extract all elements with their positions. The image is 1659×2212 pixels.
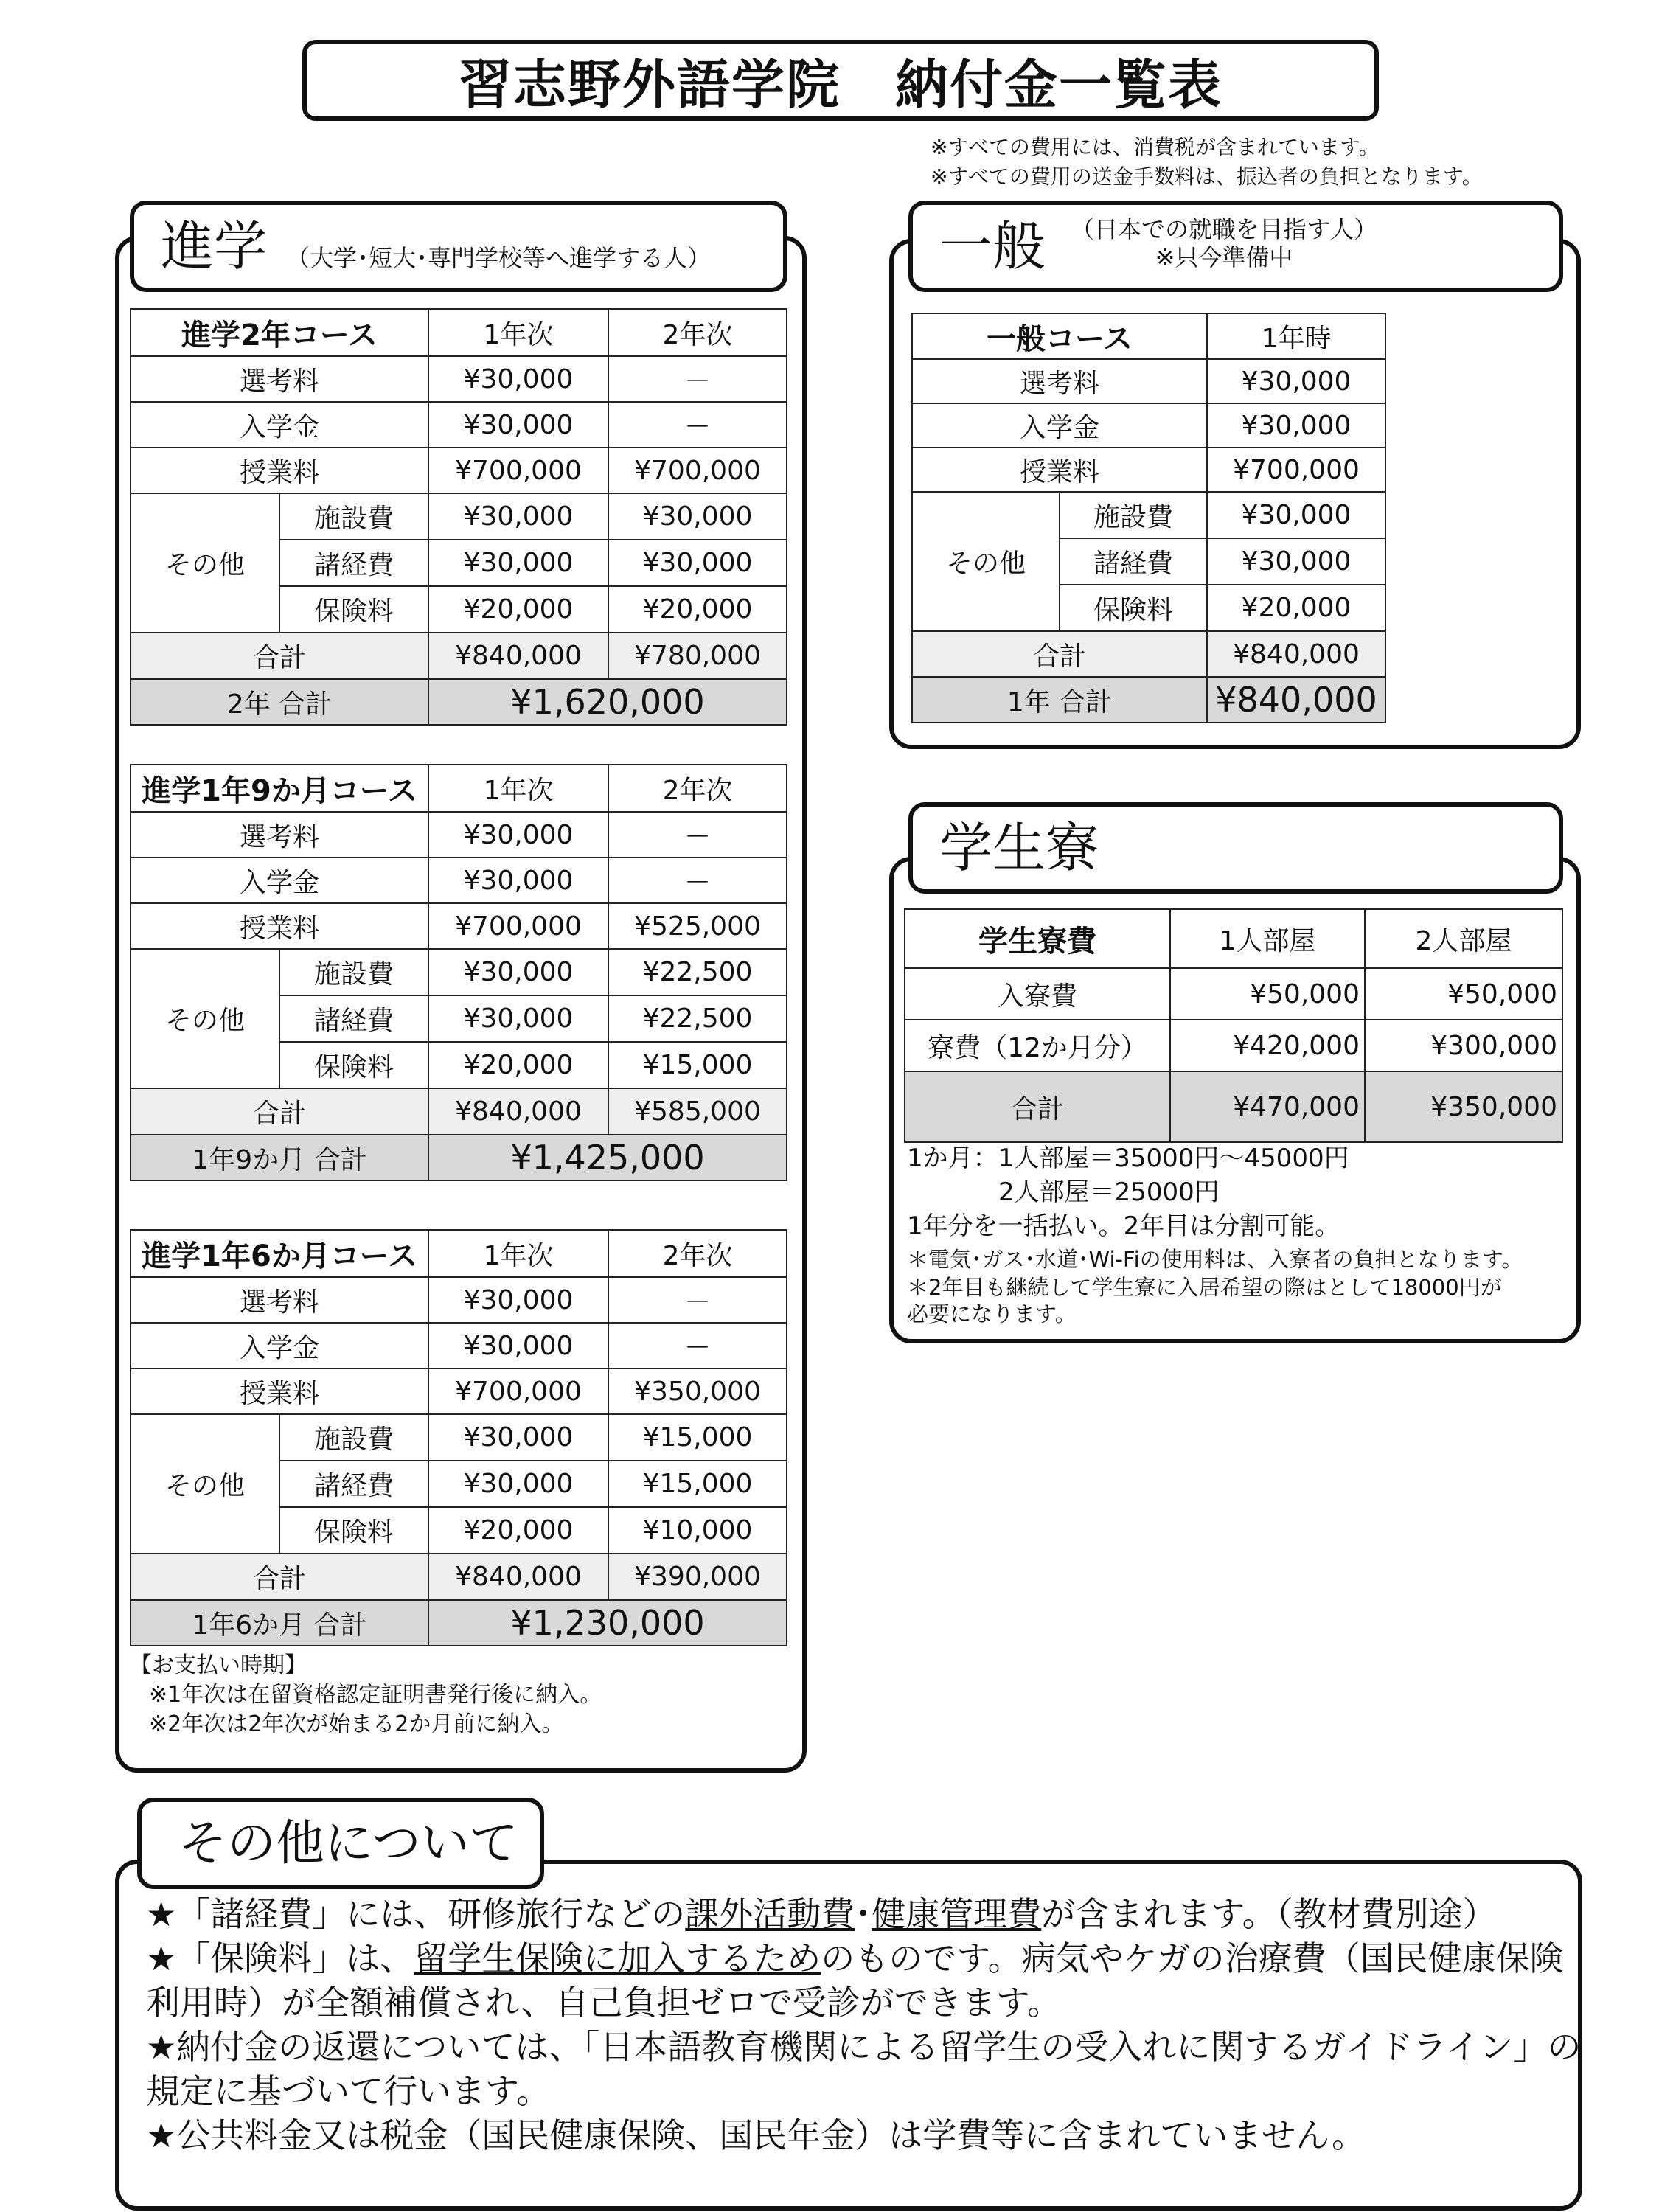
table-row	[131, 949, 787, 995]
total-label: 1年6か月 合計	[131, 1600, 428, 1646]
fee-single: ¥50,000	[1170, 968, 1365, 1020]
fee-label: 授業料	[131, 903, 428, 949]
fee-label: 選考料	[912, 359, 1207, 403]
fee-label: 諸経費	[279, 995, 428, 1042]
table-row	[131, 858, 787, 903]
table-row	[131, 1414, 787, 1461]
shingaku-tab-subtitle: （大学･短大･専門学校等へ進学する人）	[286, 243, 712, 272]
table-header-row	[905, 909, 1562, 968]
fee-year1: ¥30,000	[428, 995, 608, 1042]
fee-year2: ¥700,000	[608, 448, 787, 493]
note-transfer-fee: ※すべての費用の送金手数料は、振込者の負担となります。	[931, 164, 1483, 189]
dorm-header: 学生寮費	[905, 909, 1170, 968]
subtotal-row	[912, 631, 1385, 677]
fee-year1: ¥20,000	[1207, 585, 1385, 631]
other-note-line	[146, 1980, 1582, 2025]
fee-year1: ¥700,000	[428, 903, 608, 949]
other-fees-label: その他	[131, 1414, 279, 1554]
table-row	[905, 1020, 1562, 1071]
total-row	[131, 679, 787, 725]
course-table-2yr	[130, 308, 787, 726]
fee-double: ¥50,000	[1365, 968, 1562, 1020]
table-row	[131, 493, 787, 540]
other-fees-label: その他	[131, 493, 279, 633]
fee-year2: ¥15,000	[608, 1042, 787, 1088]
note-text: 利用時）が全額補償され、自己負担ゼロで受診ができます。	[146, 1983, 1062, 2023]
total-row	[131, 1135, 787, 1180]
fee-label: 入学金	[131, 858, 428, 903]
fee-double: ¥300,000	[1365, 1020, 1562, 1071]
fee-year1: ¥30,000	[1207, 538, 1385, 585]
dorm-fee-table	[904, 908, 1563, 1143]
fee-year1: ¥30,000	[1207, 492, 1385, 538]
fee-label: 選考料	[131, 356, 428, 402]
table-header-row	[131, 1230, 787, 1277]
fee-label: 諸経費	[279, 540, 428, 586]
fee-year2: －	[608, 1277, 787, 1323]
column-header: 1年次	[428, 1230, 608, 1277]
subtotal-year2: ¥390,000	[608, 1554, 787, 1600]
fee-year2: ¥350,000	[608, 1368, 787, 1414]
column-header: 2年次	[608, 765, 787, 812]
underlined-text: 課外活動費	[685, 1894, 855, 1934]
total-label: 合計	[905, 1071, 1170, 1142]
table-row	[131, 402, 787, 448]
total-row	[905, 1071, 1562, 1142]
fee-year2: ¥15,000	[608, 1414, 787, 1461]
fee-year2: ¥22,500	[608, 949, 787, 995]
note-text: ★「保険料」は、	[146, 1938, 414, 1978]
fee-label: 授業料	[131, 448, 428, 493]
column-header: 2年次	[608, 1230, 787, 1277]
fee-label: 選考料	[131, 812, 428, 858]
fee-year2: －	[608, 356, 787, 402]
fee-label: 選考料	[131, 1277, 428, 1323]
fee-label: 入学金	[131, 402, 428, 448]
fee-year1: ¥20,000	[428, 1507, 608, 1554]
fee-year1: ¥700,000	[428, 448, 608, 493]
total-label: 1年9か月 合計	[131, 1135, 428, 1180]
column-header: 1人部屋	[1170, 909, 1365, 968]
course-name: 進学1年9か月コース	[131, 765, 428, 812]
table-row	[912, 448, 1385, 492]
dorm-note-payment: 1年分を一括払い。2年目は分割可能。	[907, 1211, 1340, 1241]
table-header-row	[912, 313, 1385, 359]
other-notes	[146, 1892, 1582, 2157]
fee-year2: ¥30,000	[608, 493, 787, 540]
note-text: のものです。病気やケガの治療費（国民健康保険	[821, 1938, 1564, 1978]
payment-note-2: ※2年次は2年次が始まる2か月前に納入。	[149, 1711, 564, 1737]
table-row	[131, 1277, 787, 1323]
total-amount: ¥1,425,000	[428, 1135, 787, 1180]
other-note-line	[146, 2025, 1582, 2069]
underlined-text: 留学生保険に加入するため	[414, 1938, 821, 1978]
total-amount: ¥840,000	[1207, 677, 1385, 723]
table-row	[131, 448, 787, 493]
subtotal-year2: ¥780,000	[608, 633, 787, 679]
fee-label: 授業料	[912, 448, 1207, 492]
course-name: 一般コース	[912, 313, 1207, 359]
total-amount: ¥1,620,000	[428, 679, 787, 725]
shingaku-tab	[130, 201, 787, 292]
subtotal-year1: ¥840,000	[1207, 631, 1385, 677]
payment-notes-heading: 【お支払い時期】	[130, 1652, 307, 1678]
fee-label: 施設費	[1060, 492, 1207, 538]
fee-year2: －	[608, 812, 787, 858]
table-row	[131, 812, 787, 858]
fee-label: 保険料	[279, 1042, 428, 1088]
table-row	[131, 903, 787, 949]
table-row	[131, 1368, 787, 1414]
table-row	[131, 1323, 787, 1368]
fee-label: 諸経費	[279, 1461, 428, 1507]
subtotal-year1: ¥840,000	[428, 633, 608, 679]
fee-year2: －	[608, 402, 787, 448]
subtotal-year1: ¥840,000	[428, 1088, 608, 1135]
course-table-1yr6m	[130, 1229, 787, 1646]
fee-label: 入寮費	[905, 968, 1170, 1020]
other-tab	[137, 1798, 544, 1889]
note-tax: ※すべての費用には、消費税が含まれています。	[931, 135, 1380, 159]
fee-label: 入学金	[912, 403, 1207, 448]
fee-label: 保険料	[279, 1507, 428, 1554]
dorm-tab-title: 学生寮	[939, 817, 1099, 879]
fee-year2: ¥15,000	[608, 1461, 787, 1507]
other-note-line	[146, 1936, 1582, 1980]
fee-label: 保険料	[1060, 585, 1207, 631]
dorm-note-renewal: ＊2年目も継続して学生寮に入居希望の際はとして18000円が	[907, 1275, 1502, 1300]
column-header: 2年次	[608, 309, 787, 356]
fee-label: 寮費（12か月分）	[905, 1020, 1170, 1071]
fee-year1: ¥700,000	[428, 1368, 608, 1414]
column-header: 1年時	[1207, 313, 1385, 359]
fee-label: 施設費	[279, 493, 428, 540]
dorm-tab	[908, 802, 1563, 894]
total-label: 1年 合計	[912, 677, 1207, 723]
subtotal-year1: ¥840,000	[428, 1554, 608, 1600]
ippan-tab	[908, 201, 1563, 292]
course-table-1yr9m	[130, 764, 787, 1181]
fee-year1: ¥20,000	[428, 586, 608, 633]
fee-year2: ¥10,000	[608, 1507, 787, 1554]
fee-label: 入学金	[131, 1323, 428, 1368]
column-header: 2人部屋	[1365, 909, 1562, 968]
underlined-text: 健康管理費	[872, 1894, 1042, 1934]
fee-label: 施設費	[279, 949, 428, 995]
table-header-row	[131, 765, 787, 812]
fee-label: 施設費	[279, 1414, 428, 1461]
fee-year1: ¥30,000	[428, 812, 608, 858]
table-row	[905, 968, 1562, 1020]
fee-year1: ¥30,000	[428, 356, 608, 402]
dorm-note-monthly: 1か月：1人部屋＝35000円～45000円	[907, 1144, 1349, 1173]
other-fees-label: その他	[131, 949, 279, 1088]
dorm-note-twin: 2人部屋＝25000円	[998, 1178, 1220, 1207]
other-note-line	[146, 2069, 1582, 2113]
fee-year1: ¥30,000	[428, 1323, 608, 1368]
subtotal-row	[131, 1088, 787, 1135]
total-double: ¥350,000	[1365, 1071, 1562, 1142]
page-title	[302, 40, 1379, 121]
note-text: ･	[855, 1894, 872, 1934]
ippan-tab-status: ※只今準備中	[1155, 243, 1293, 271]
subtotal-row	[131, 633, 787, 679]
subtotal-label: 合計	[131, 1554, 428, 1600]
shingaku-tab-title: 進学	[161, 215, 268, 277]
fee-year2: －	[608, 858, 787, 903]
table-row	[912, 492, 1385, 538]
column-header: 1年次	[428, 765, 608, 812]
fee-year2: ¥30,000	[608, 540, 787, 586]
other-note-line	[146, 1892, 1582, 1936]
fee-label: 諸経費	[1060, 538, 1207, 585]
other-note-line	[146, 2113, 1582, 2157]
other-fees-label: その他	[912, 492, 1060, 631]
fee-year1: ¥30,000	[428, 1277, 608, 1323]
fee-year2: ¥22,500	[608, 995, 787, 1042]
other-tab-title: その他について	[178, 1815, 518, 1871]
subtotal-row	[131, 1554, 787, 1600]
ippan-tab-subtitle: （日本での就職を目指す人）	[1071, 215, 1378, 243]
total-single: ¥470,000	[1170, 1071, 1365, 1142]
fee-year1: ¥30,000	[428, 1461, 608, 1507]
fee-year2: －	[608, 1323, 787, 1368]
ippan-course-table	[911, 313, 1386, 723]
dorm-note-utilities: ＊電気･ガス･水道･Wi-Fiの使用料は、入寮者の負担となります。	[907, 1247, 1523, 1272]
note-text: ★「諸経費」には、研修旅行などの	[146, 1894, 686, 1934]
fee-year1: ¥30,000	[428, 949, 608, 995]
total-row	[912, 677, 1385, 723]
table-row	[131, 356, 787, 402]
subtotal-label: 合計	[131, 633, 428, 679]
fee-year1: ¥20,000	[428, 1042, 608, 1088]
fee-single: ¥420,000	[1170, 1020, 1365, 1071]
subtotal-year2: ¥585,000	[608, 1088, 787, 1135]
fee-year1: ¥30,000	[428, 1414, 608, 1461]
total-label: 2年 合計	[131, 679, 428, 725]
note-text: 規定に基づいて行います。	[146, 2071, 551, 2111]
table-header-row	[131, 309, 787, 356]
note-text: が含まれます。（教材費別途）	[1041, 1894, 1497, 1934]
fee-year1: ¥30,000	[1207, 403, 1385, 448]
fee-year1: ¥700,000	[1207, 448, 1385, 492]
course-name: 進学1年6か月コース	[131, 1230, 428, 1277]
subtotal-label: 合計	[912, 631, 1207, 677]
dorm-note-renewal-cont: 必要になります。	[907, 1301, 1077, 1326]
ippan-tab-title: 一般	[939, 215, 1046, 277]
fee-year1: ¥30,000	[428, 493, 608, 540]
total-amount: ¥1,230,000	[428, 1600, 787, 1646]
fee-year1: ¥30,000	[428, 858, 608, 903]
course-name: 進学2年コース	[131, 309, 428, 356]
note-text: ★納付金の返還については、「日本語教育機関による留学生の受入れに関するガイドライン」の	[146, 2027, 1582, 2067]
fee-year1: ¥30,000	[1207, 359, 1385, 403]
fee-year1: ¥30,000	[428, 402, 608, 448]
page-title-text: 習志野外語学院 納付金一覧表	[458, 54, 1222, 116]
total-row	[131, 1600, 787, 1646]
payment-note-1: ※1年次は在留資格認定証明書発行後に納入。	[149, 1682, 602, 1708]
fee-label: 保険料	[279, 586, 428, 633]
column-header: 1年次	[428, 309, 608, 356]
table-row	[912, 403, 1385, 448]
note-text: ★公共料金又は税金（国民健康保険、国民年金）は学費等に含まれていません。	[146, 2115, 1366, 2155]
fee-year1: ¥30,000	[428, 540, 608, 586]
fee-year2: ¥525,000	[608, 903, 787, 949]
subtotal-label: 合計	[131, 1088, 428, 1135]
fee-year2: ¥20,000	[608, 586, 787, 633]
fee-label: 授業料	[131, 1368, 428, 1414]
table-row	[912, 359, 1385, 403]
